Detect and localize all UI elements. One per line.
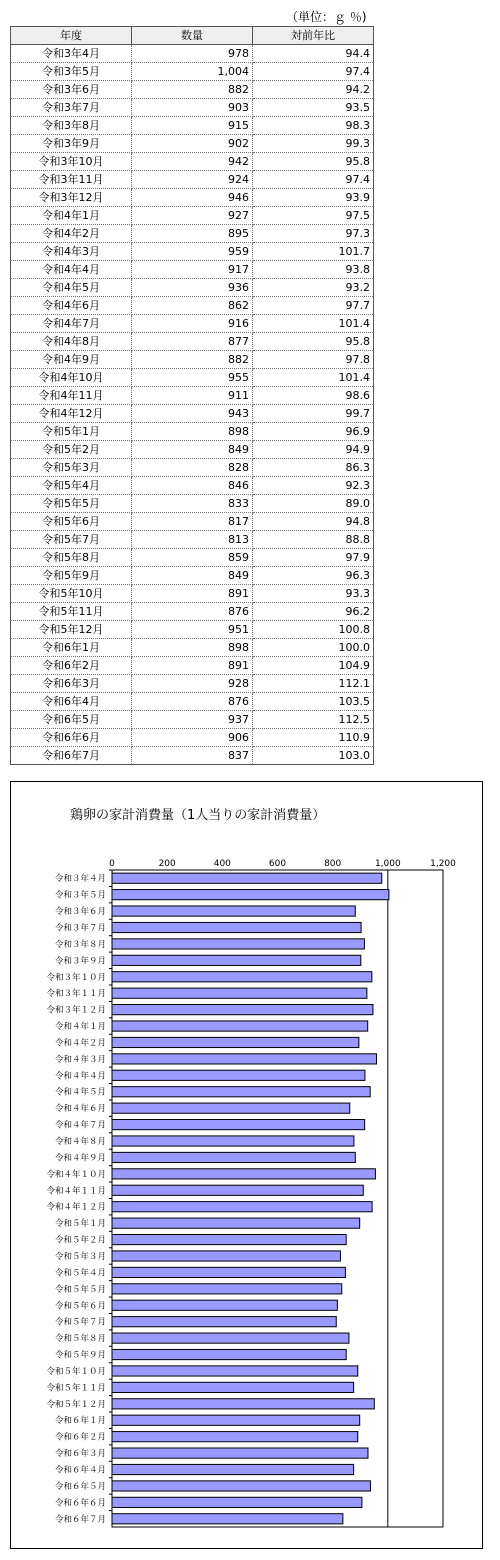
table-row	[11, 81, 374, 99]
y-tick-label: 令和６年７月	[54, 1514, 106, 1525]
plot-frame	[112, 870, 443, 1527]
row-quantity: 898	[132, 423, 253, 441]
row-ratio: 101.4	[253, 369, 374, 387]
row-month: 令和4年11月	[11, 387, 132, 405]
bar	[112, 939, 364, 949]
row-quantity: 882	[132, 351, 253, 369]
row-ratio: 97.3	[253, 225, 374, 243]
table-row	[11, 117, 374, 135]
y-tick-label: 令和４年１２月	[46, 1202, 106, 1213]
row-month: 令和3年6月	[11, 81, 132, 99]
row-quantity: 978	[132, 45, 253, 63]
row-quantity: 891	[132, 585, 253, 603]
table-row	[11, 45, 374, 63]
y-tick-label: 令和６年６月	[54, 1498, 106, 1509]
row-quantity: 936	[132, 279, 253, 297]
y-tick-label: 令和４年１月	[54, 1022, 106, 1033]
row-ratio: 93.5	[253, 99, 374, 117]
table-row	[11, 639, 374, 657]
row-month: 令和6年2月	[11, 657, 132, 675]
y-tick-label: 令和５年８月	[54, 1334, 106, 1345]
y-tick-label: 令和６年２月	[54, 1432, 106, 1443]
row-month: 令和4年6月	[11, 297, 132, 315]
row-month: 令和5年2月	[11, 441, 132, 459]
row-ratio: 112.1	[253, 675, 374, 693]
table-row	[11, 549, 374, 567]
row-quantity: 951	[132, 621, 253, 639]
row-month: 令和4年5月	[11, 279, 132, 297]
row-quantity: 882	[132, 81, 253, 99]
row-month: 令和3年7月	[11, 99, 132, 117]
row-ratio: 86.3	[253, 459, 374, 477]
row-month: 令和6年5月	[11, 711, 132, 729]
table-row	[11, 351, 374, 369]
row-ratio: 92.3	[253, 477, 374, 495]
y-tick-label: 令和４年６月	[54, 1104, 106, 1115]
y-tick-label: 令和５年２月	[54, 1235, 106, 1246]
row-month: 令和3年4月	[11, 45, 132, 63]
row-month: 令和6年3月	[11, 675, 132, 693]
header-year: 年度	[11, 27, 132, 45]
row-ratio: 93.3	[253, 585, 374, 603]
y-tick-label: 令和３年６月	[54, 907, 106, 918]
y-tick-label: 令和６年１月	[54, 1416, 106, 1427]
table-row	[11, 315, 374, 333]
row-ratio: 101.7	[253, 243, 374, 261]
bar	[112, 922, 361, 932]
row-quantity: 917	[132, 261, 253, 279]
x-tick-label: 400	[213, 859, 231, 869]
row-month: 令和5年12月	[11, 621, 132, 639]
x-tick-label: 600	[268, 859, 287, 869]
row-quantity: 877	[132, 333, 253, 351]
y-tick-label: 令和４年１１月	[46, 1186, 106, 1197]
row-month: 令和3年8月	[11, 117, 132, 135]
table-row	[11, 387, 374, 405]
row-quantity: 862	[132, 297, 253, 315]
y-tick-label: 令和３年９月	[54, 956, 106, 967]
row-ratio: 98.3	[253, 117, 374, 135]
bar	[112, 1448, 368, 1458]
row-quantity: 833	[132, 495, 253, 513]
row-month: 令和6年4月	[11, 693, 132, 711]
y-tick-label: 令和５年４月	[54, 1268, 106, 1279]
row-ratio: 97.5	[253, 207, 374, 225]
row-ratio: 93.2	[253, 279, 374, 297]
y-tick-label: 令和５年９月	[54, 1350, 106, 1361]
row-month: 令和4年7月	[11, 315, 132, 333]
table-row	[11, 513, 374, 531]
y-tick-label: 令和３年７月	[54, 923, 106, 934]
row-ratio: 100.0	[253, 639, 374, 657]
row-ratio: 103.0	[253, 747, 374, 765]
y-tick-label: 令和５年１０月	[46, 1366, 106, 1377]
row-month: 令和5年8月	[11, 549, 132, 567]
y-tick-label: 令和３年８月	[54, 939, 106, 950]
row-ratio: 97.8	[253, 351, 374, 369]
row-ratio: 94.8	[253, 513, 374, 531]
y-tick-label: 令和３年１２月	[46, 1005, 106, 1016]
bar	[112, 1464, 354, 1474]
table-row	[11, 747, 374, 765]
row-quantity: 846	[132, 477, 253, 495]
row-quantity: 906	[132, 729, 253, 747]
y-axis-labels	[46, 873, 106, 1525]
table-row	[11, 603, 374, 621]
table-row	[11, 657, 374, 675]
bar	[112, 1317, 336, 1327]
row-quantity: 876	[132, 693, 253, 711]
y-tick-label: 令和３年１０月	[46, 972, 106, 983]
bar	[112, 972, 372, 982]
y-tick-label: 令和４年９月	[54, 1153, 106, 1164]
row-quantity: 937	[132, 711, 253, 729]
row-month: 令和3年5月	[11, 63, 132, 81]
table-row	[11, 63, 374, 81]
row-quantity: 876	[132, 603, 253, 621]
bar	[112, 1202, 372, 1212]
row-ratio: 98.6	[253, 387, 374, 405]
row-month: 令和6年6月	[11, 729, 132, 747]
y-tick-label: 令和５年７月	[54, 1317, 106, 1328]
bar	[112, 1415, 360, 1425]
y-tick-label: 令和５年１月	[54, 1219, 106, 1230]
row-ratio: 99.3	[253, 135, 374, 153]
table-row	[11, 207, 374, 225]
y-tick-label: 令和４年２月	[54, 1038, 106, 1049]
x-tick-label: 200	[158, 859, 176, 869]
row-month: 令和3年11月	[11, 171, 132, 189]
row-month: 令和4年8月	[11, 333, 132, 351]
row-quantity: 895	[132, 225, 253, 243]
row-ratio: 97.7	[253, 297, 374, 315]
table-row	[11, 711, 374, 729]
table-row	[11, 333, 374, 351]
table-row	[11, 369, 374, 387]
table-row	[11, 585, 374, 603]
bar	[112, 1481, 370, 1491]
y-tick-label: 令和５年５月	[54, 1284, 106, 1295]
table-row	[11, 477, 374, 495]
row-quantity: 928	[132, 675, 253, 693]
row-month: 令和5年4月	[11, 477, 132, 495]
bar	[112, 1037, 359, 1047]
row-month: 令和3年9月	[11, 135, 132, 153]
table-row	[11, 99, 374, 117]
y-tick-label: 令和４年８月	[54, 1137, 106, 1148]
row-quantity: 1,004	[132, 63, 253, 81]
chart-title: 鶏卵の家計消費量（1人当りの家計消費量）	[70, 808, 326, 823]
row-ratio: 99.7	[253, 405, 374, 423]
row-month: 令和5年11月	[11, 603, 132, 621]
row-ratio: 95.8	[253, 153, 374, 171]
y-tick-label: 令和５年１２月	[46, 1399, 106, 1410]
y-tick-label: 令和４年５月	[54, 1087, 106, 1098]
bar	[112, 1218, 360, 1228]
table-row	[11, 225, 374, 243]
row-quantity: 903	[132, 99, 253, 117]
row-quantity: 898	[132, 639, 253, 657]
row-ratio: 93.8	[253, 261, 374, 279]
row-quantity: 943	[132, 405, 253, 423]
table-row	[11, 729, 374, 747]
table-row	[11, 405, 374, 423]
row-month: 令和5年3月	[11, 459, 132, 477]
table-row	[11, 675, 374, 693]
chart-container	[10, 781, 483, 1549]
bar	[112, 1119, 365, 1129]
row-month: 令和4年3月	[11, 243, 132, 261]
x-tick-label: 0	[109, 859, 115, 869]
y-tick-label: 令和６年３月	[54, 1449, 106, 1460]
data-table	[10, 26, 374, 765]
bar	[112, 1169, 375, 1179]
row-month: 令和4年9月	[11, 351, 132, 369]
table-row	[11, 261, 374, 279]
bar	[112, 1054, 377, 1064]
bar-chart	[11, 782, 482, 1548]
y-tick-label: 令和５年３月	[54, 1251, 106, 1262]
row-month: 令和5年5月	[11, 495, 132, 513]
table-header-row	[11, 27, 374, 45]
x-tick-label: 800	[324, 859, 342, 869]
y-tick-label: 令和６年５月	[54, 1481, 106, 1492]
row-ratio: 97.4	[253, 63, 374, 81]
row-ratio: 88.8	[253, 531, 374, 549]
table-body	[11, 45, 374, 765]
table-row	[11, 693, 374, 711]
bar	[112, 906, 355, 916]
table-row	[11, 495, 374, 513]
row-quantity: 911	[132, 387, 253, 405]
bar	[112, 988, 367, 998]
bar	[112, 1251, 340, 1261]
row-quantity: 942	[132, 153, 253, 171]
row-month: 令和4年12月	[11, 405, 132, 423]
table-row	[11, 531, 374, 549]
y-tick-label: 令和４年４月	[54, 1071, 106, 1082]
table-row	[11, 189, 374, 207]
table-row	[11, 459, 374, 477]
table-row	[11, 297, 374, 315]
row-ratio: 96.9	[253, 423, 374, 441]
bar	[112, 1366, 358, 1376]
row-quantity: 837	[132, 747, 253, 765]
table-row	[11, 153, 374, 171]
row-quantity: 849	[132, 441, 253, 459]
row-month: 令和4年2月	[11, 225, 132, 243]
row-quantity: 817	[132, 513, 253, 531]
header-ratio: 対前年比	[253, 27, 374, 45]
row-month: 令和5年7月	[11, 531, 132, 549]
header-quantity: 数量	[132, 27, 253, 45]
bar	[112, 1300, 337, 1310]
bar	[112, 1497, 362, 1507]
table-row	[11, 135, 374, 153]
row-month: 令和3年12月	[11, 189, 132, 207]
row-ratio: 95.8	[253, 333, 374, 351]
row-ratio: 100.8	[253, 621, 374, 639]
row-quantity: 927	[132, 207, 253, 225]
bar	[112, 1021, 368, 1031]
bar	[112, 1514, 343, 1524]
row-ratio: 94.9	[253, 441, 374, 459]
row-ratio: 101.4	[253, 315, 374, 333]
bar	[112, 1399, 374, 1409]
row-quantity: 849	[132, 567, 253, 585]
table-row	[11, 621, 374, 639]
row-ratio: 103.5	[253, 693, 374, 711]
row-ratio: 96.3	[253, 567, 374, 585]
row-quantity: 946	[132, 189, 253, 207]
row-ratio: 94.2	[253, 81, 374, 99]
row-ratio: 97.9	[253, 549, 374, 567]
bar	[112, 1234, 346, 1244]
row-month: 令和6年7月	[11, 747, 132, 765]
bar	[112, 1382, 354, 1392]
row-quantity: 902	[132, 135, 253, 153]
row-quantity: 813	[132, 531, 253, 549]
bar	[112, 1070, 365, 1080]
y-tick-label: 令和５年６月	[54, 1301, 106, 1312]
x-axis-ticks	[109, 859, 456, 869]
y-tick-label: 令和３年５月	[54, 890, 106, 901]
bar	[112, 1005, 373, 1015]
table-row	[11, 441, 374, 459]
row-month: 令和4年10月	[11, 369, 132, 387]
y-tick-label: 令和４年３月	[54, 1054, 106, 1065]
row-month: 令和5年10月	[11, 585, 132, 603]
bar	[112, 1136, 354, 1146]
row-month: 令和6年1月	[11, 639, 132, 657]
y-tick-label: 令和３年４月	[54, 874, 106, 885]
table-row	[11, 279, 374, 297]
row-month: 令和4年4月	[11, 261, 132, 279]
table-row	[11, 567, 374, 585]
row-ratio: 96.2	[253, 603, 374, 621]
y-tick-label: 令和４年１０月	[46, 1169, 106, 1180]
row-ratio: 94.4	[253, 45, 374, 63]
y-tick-label: 令和６年４月	[54, 1465, 106, 1476]
row-quantity: 959	[132, 243, 253, 261]
bar	[112, 1103, 350, 1113]
row-quantity: 915	[132, 117, 253, 135]
y-tick-label: 令和３年１１月	[46, 989, 106, 1000]
bar	[112, 1333, 349, 1343]
y-tick-label: 令和５年１１月	[46, 1383, 106, 1394]
row-month: 令和5年1月	[11, 423, 132, 441]
row-quantity: 916	[132, 315, 253, 333]
y-tick-label: 令和４年７月	[54, 1120, 106, 1131]
bar	[112, 873, 382, 883]
row-month: 令和5年9月	[11, 567, 132, 585]
row-month: 令和3年10月	[11, 153, 132, 171]
bar	[112, 1349, 346, 1359]
row-quantity: 924	[132, 171, 253, 189]
unit-label: （単位：ｇ ％)	[286, 10, 367, 24]
row-ratio: 104.9	[253, 657, 374, 675]
plot-area	[109, 870, 443, 1527]
table-row	[11, 171, 374, 189]
bar	[112, 1185, 363, 1195]
row-month: 令和4年1月	[11, 207, 132, 225]
bar	[112, 1152, 355, 1162]
bar	[112, 890, 389, 900]
row-ratio: 89.0	[253, 495, 374, 513]
row-ratio: 112.5	[253, 711, 374, 729]
bar	[112, 1087, 370, 1097]
bar	[112, 1432, 358, 1442]
row-ratio: 110.9	[253, 729, 374, 747]
row-ratio: 93.9	[253, 189, 374, 207]
row-quantity: 859	[132, 549, 253, 567]
x-tick-label: 1,000	[374, 859, 401, 869]
row-quantity: 891	[132, 657, 253, 675]
bar	[112, 1267, 345, 1277]
row-ratio: 97.4	[253, 171, 374, 189]
table-row	[11, 243, 374, 261]
row-quantity: 955	[132, 369, 253, 387]
table-row	[11, 423, 374, 441]
row-quantity: 828	[132, 459, 253, 477]
bar	[112, 955, 361, 965]
bar	[112, 1284, 342, 1294]
row-month: 令和5年6月	[11, 513, 132, 531]
x-tick-label: 1,200	[430, 859, 456, 869]
